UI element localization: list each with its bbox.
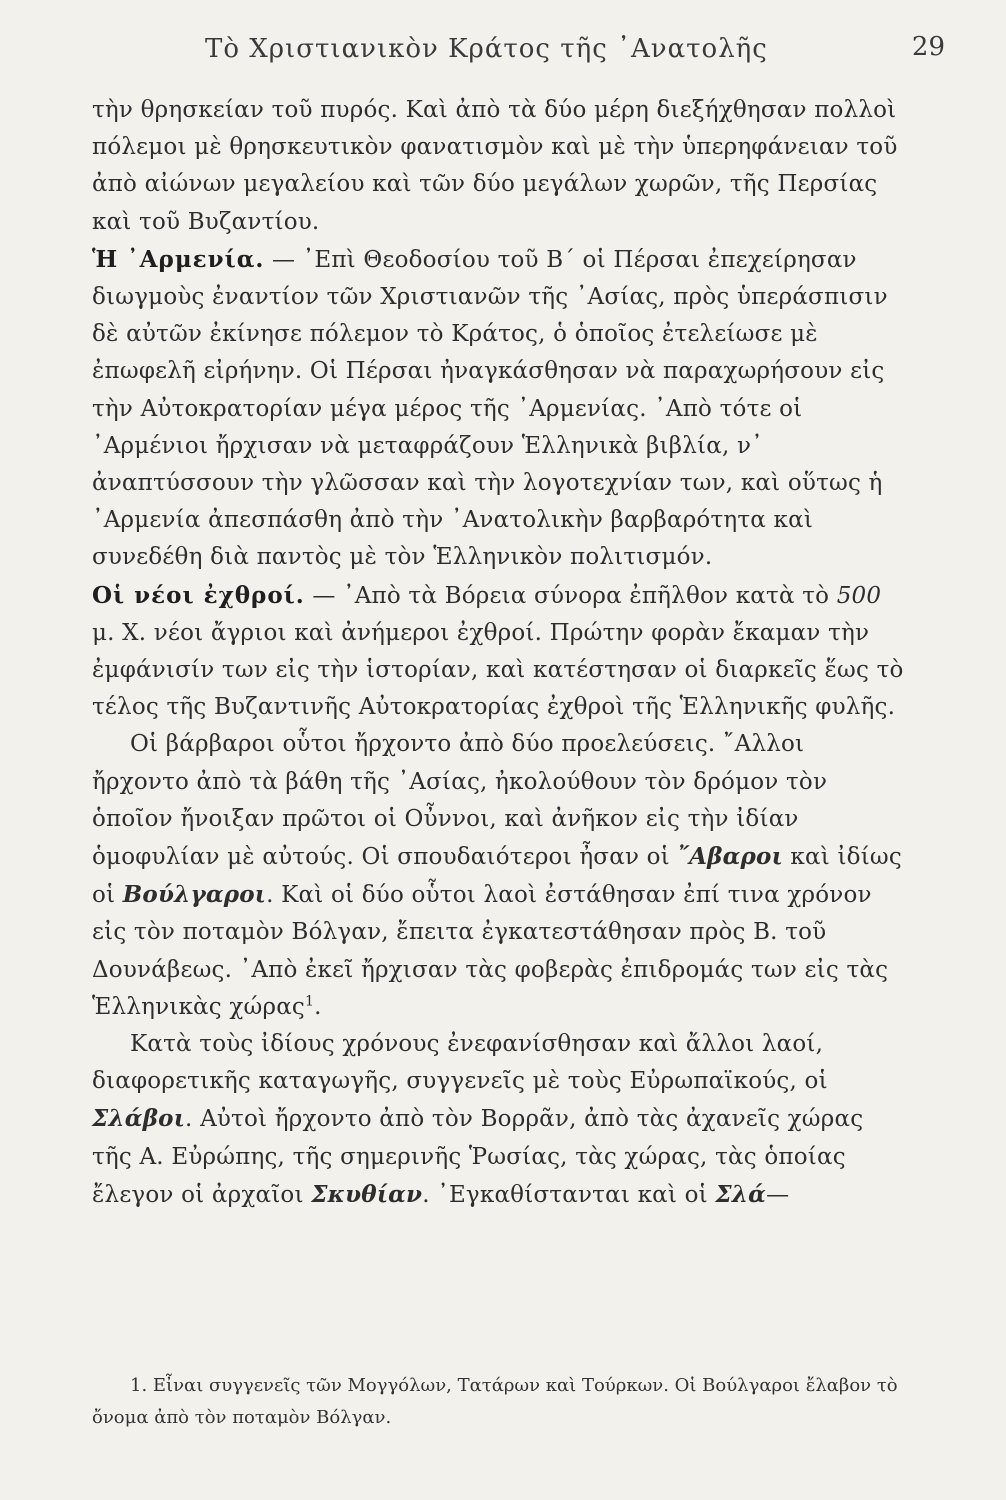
paragraph-1: τὴν θρησκείαν τοῦ πυρός. Καὶ ἀπὸ τὰ δύο μέρη διεξήχθησαν πολλοὶ πόλεμοι μὲ θρησκευτικὸν φανατισμὸν καὶ μὲ τὴν ὑπερηφάνειαν τοῦ ἀπὸ αἰώνων μεγαλείου καὶ τῶν δύο μεγάλων χωρῶν, τῆς Περσίας καὶ τοῦ Βυζαντίου. bbox=[92, 97, 898, 235]
running-header bbox=[90, 30, 970, 70]
year-500: 500 bbox=[836, 582, 882, 609]
paragraph-barbarians-text-d: . bbox=[314, 993, 322, 1020]
term-sla: Σλά bbox=[715, 1180, 767, 1208]
page-number: 29 bbox=[911, 32, 945, 62]
term-slavoi: Σλάβοι bbox=[92, 1105, 186, 1133]
footnote-text: Εἶναι συγγενεῖς τῶν Μογγόλων, Τατάρων καὶ Τούρκων. Οἱ Βούλγαροι ἔλαβον τὸ ὄνομα ἀπὸ τὸν ποταμὸν Βόλγαν. bbox=[92, 1375, 898, 1428]
footnote-number: 1. bbox=[130, 1375, 148, 1396]
running-title: Τὸ Χριστιανικὸν Κράτος τῆς ᾿Ανατολῆς bbox=[205, 34, 768, 64]
paragraph-slavs-text-b: . Αὐτοὶ ἤρχοντο ἀπὸ τὸν Βορρᾶν, ἀπὸ τὰς ἀχανεῖς χώρας τῆς Α. Εὐρώπης, τῆς σημερινῆς Ῥωσίας, τὰς χώρας, τὰς ὁποίας ἔλεγον οἱ ἀρχαῖοι bbox=[92, 1106, 864, 1208]
paragraph-armenia-text: — ᾿Επὶ Θεοδοσίου τοῦ Β΄ οἱ Πέρσαι ἐπεχείρησαν διωγμοὺς ἐναντίον τῶν Χριστιανῶν τῆς ᾿Ασίας, πρὸς ὑπεράσπισιν δὲ αὐτῶν ἐκίνησε πόλεμον τὸ Κράτος, ὁ ὁποῖος ἐτελείωσε μὲ ἐπωφελῆ εἰρήνην. Οἱ Πέρσαι ἠναγκάσθησαν νὰ παραχωρήσουν εἰς τὴν Αὐτοκρατορίαν μέγα μέρος τῆς ᾿Αρμενίας. ᾿Απὸ τότε οἱ ᾿Αρμένιοι ἤρχισαν νὰ μεταφράζουν Ἑλληνικὰ βιβλία, ν᾿ ἀναπτύσσουν τὴν γλῶσσαν καὶ τὴν λογοτεχνίαν των, καὶ οὕτως ἡ ᾿Αρμενία ἀπεσπάσθη ἀπὸ τὴν ᾿Ανατολικὴν βαρβαρότητα καὶ συνεδέθη διὰ παντὸς μὲ τὸν Ἑλληνικὸν πολιτισμόν. bbox=[92, 246, 888, 571]
section-heading-new-enemies: Οἱ νέοι ἐχθροί. bbox=[92, 581, 305, 609]
paragraph-armenia bbox=[92, 241, 908, 577]
paragraph-barbarians-text-c: . Καὶ οἱ δύο οὗτοι λαοὶ ἐστάθησαν ἐπί τινα χρόνον εἰς τὸν ποταμὸν Βόλγαν, ἔπειτα ἐγκατεστάθησαν πρὸς Β. τοῦ Δουνάβεως. ᾿Απὸ ἐκεῖ ἤρχισαν τὰς φοβερὰς ἐπιδρομάς των εἰς τὰς Ἑλληνικὰς χώρας bbox=[92, 882, 889, 1020]
paragraph-slavs bbox=[92, 1026, 908, 1214]
paragraph-barbarians-text-b: καὶ ἰδίως οἱ bbox=[92, 844, 902, 909]
footnote-1 bbox=[92, 1370, 908, 1434]
footnote-reference[interactable]: 1 bbox=[305, 993, 315, 1010]
paragraph-slavs-text-a: Κατὰ τοὺς ἰδίους χρόνους ἐνεφανίσθησαν καὶ ἄλλοι λαοί, διαφορετικῆς καταγωγῆς, συγγενεῖς μὲ τοὺς Εὐρωπαϊκούς, οἱ bbox=[92, 1031, 828, 1095]
paragraph-slavs-text-c: . ᾿Εγκαθίστανται καὶ οἱ bbox=[422, 1181, 716, 1208]
paragraph-new-enemies bbox=[92, 577, 908, 727]
term-voulgaroi: Βούλγαροι bbox=[122, 881, 267, 909]
footnote bbox=[92, 1370, 908, 1434]
term-avaroi: ῎Αβαροι bbox=[677, 843, 783, 871]
paragraph-new-enemies-text-b: μ. Χ. νέοι ἄγριοι καὶ ἀνήμεροι ἐχθροί. Πρώτην φορὰν ἔκαμαν τὴν ἐμφάνισίν των εἰς τὴν ἱστορίαν, καὶ κατέστησαν οἱ διαρκεῖς ἕως τὸ τέλος τῆς Βυζαντινῆς Αὐτοκρατορίας ἐχθροὶ τῆς Ἑλληνικῆς φυλῆς. bbox=[92, 619, 904, 721]
paragraph-barbarians-text-a: Οἱ βάρβαροι οὗτοι ἤρχοντο ἀπὸ δύο προελεύσεις. ῎Αλλοι ἤρχοντο ἀπὸ τὰ βάθη τῆς ᾿Ασίας, ἠκολούθουν τὸν δρόμον τὸν ὁποῖον ἤνοιξαν πρῶτοι οἱ Οὖννοι, καὶ ἀνῆκον εἰς τὴν ἰδίαν ὁμοφυλίαν μὲ αὐτούς. Οἱ σπουδαιότεροι ἦσαν οἱ bbox=[92, 731, 828, 871]
hyphen: — bbox=[766, 1181, 790, 1208]
section-heading-armenia: Ἡ ᾿Αρμενία. bbox=[92, 245, 265, 273]
paragraph-barbarians bbox=[92, 726, 908, 1026]
paragraph-new-enemies-text-a: — ᾿Απὸ τὰ Βόρεια σύνορα ἐπῆλθον κατὰ τὸ bbox=[304, 582, 837, 609]
main-text bbox=[92, 92, 908, 1214]
term-skythian: Σκυθίαν bbox=[311, 1180, 423, 1208]
